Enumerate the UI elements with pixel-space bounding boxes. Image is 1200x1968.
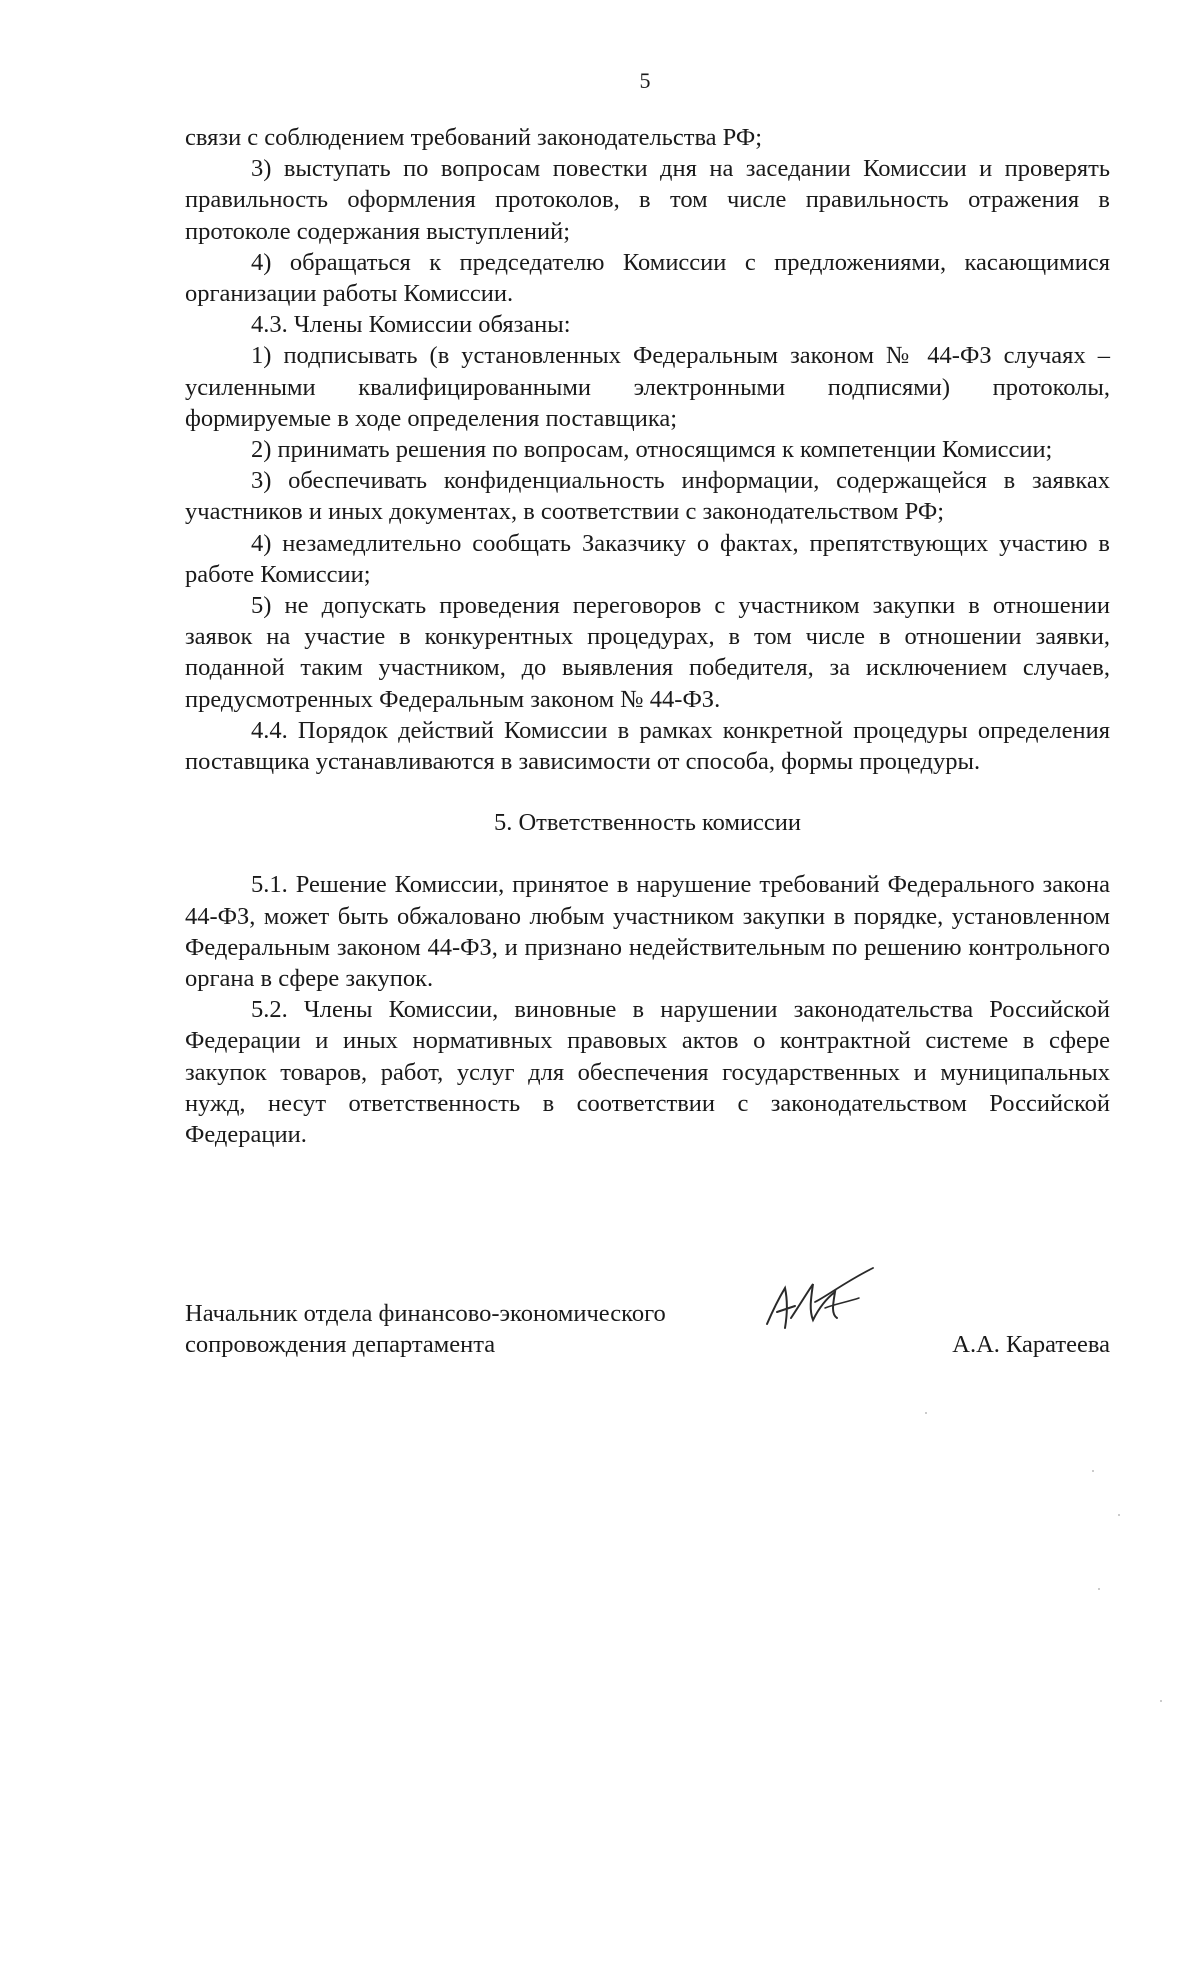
paragraph: 5) не допускать проведения переговоров с участником закупки в отношении заявок на участие в конкурентных процедурах, в том числе в отношении заявки, поданной таким участником, до выявления победителя, за исключением случаев, предусмотренных Федеральным законом № 44-ФЗ. (185, 592, 1110, 713)
paragraph: 5.1. Решение Комиссии, принятое в нарушение требований Федерального закона 44-ФЗ, может быть обжаловано любым участником закупки в порядке, установленном Федеральным законом 44-ФЗ, и признано недействительным по решению контрольного органа в сфере закупок. (185, 871, 1110, 993)
paragraph: связи с соблюдением требований законодательства РФ; (185, 124, 763, 151)
paragraph: 4) незамедлительно сообщать Заказчику о фактах, препятствующих участию в работе Комиссии; (185, 529, 1110, 588)
handwritten-signature (755, 1262, 885, 1342)
signatory-name: А.А. Каратеева (952, 1331, 1110, 1358)
section-heading: 5. Ответственность комиссии (493, 809, 802, 837)
paragraph: 3) выступать по вопросам повестки дня на заседании Комиссии и проверять правильность оформления протоколов, в том числе правильность отражения в протоколе содержания выступлений; (185, 155, 1110, 245)
paragraph: 4.3. Члены Комиссии обязаны: (251, 311, 571, 339)
paragraph: 1) подписывать (в установленных Федеральным законом № 44-ФЗ случаях – усиленными квалифицированными электронными подписями) протоколы, формируемые в ходе определения поставщика; (185, 342, 1110, 432)
paragraph: 2) принимать решения по вопросам, относящимся к компетенции Комиссии; (251, 436, 1053, 464)
document-body (185, 122, 1110, 1150)
page-number: 5 (639, 68, 651, 93)
paragraph: 5.2. Члены Комиссии, виновные в нарушении законодательства Российской Федерации и иных нормативных правовых актов о контрактной системе в сфере закупок товаров, работ, услуг для обеспечения государственных и муниципальных нужд, несут ответственность в соответствии с законодательством Российской Федерации. (185, 996, 1110, 1149)
signatory-position-line: сопровождения департамента (185, 1331, 496, 1359)
paragraph: 4.4. Порядок действий Комиссии в рамках конкретной процедуры определения поставщика устанавливаются в зависимости от способа, формы процедуры. (185, 716, 1110, 776)
paragraph: 3) обеспечивать конфиденциальность информации, содержащейся в заявках участников и иных документах, в соответствии с законодательством РФ; (185, 467, 1110, 526)
scan-speck (1092, 1470, 1094, 1472)
scan-speck (1118, 1514, 1120, 1516)
signature-block (185, 1298, 1110, 1378)
scan-speck (1098, 1588, 1100, 1590)
signatory-position-line: Начальник отдела финансово-экономического (185, 1300, 666, 1327)
signatory-position (185, 1298, 745, 1360)
scan-speck (925, 1412, 927, 1414)
scan-speck (1160, 1700, 1162, 1702)
paragraph: 4) обращаться к председателю Комиссии с предложениями, касающимися организации работы Комиссии. (185, 248, 1110, 308)
